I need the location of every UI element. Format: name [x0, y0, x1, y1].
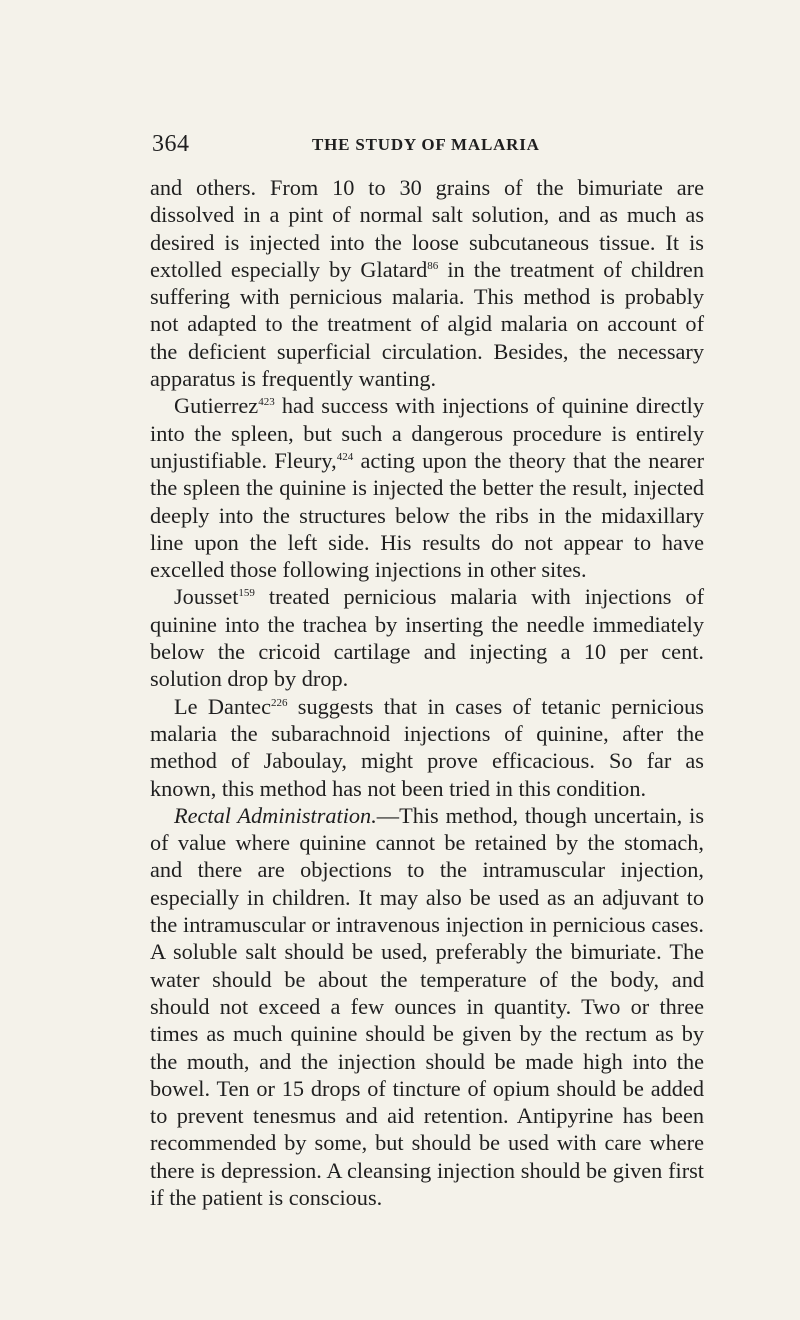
paragraph-text: and others. From 10 to 30 grains of the bimuriate are dissolved in a pint of normal salt solution, and as much as desired is injected into the loose subcutaneous tissue. It is extolled especially by Glatard	[150, 175, 704, 282]
paragraph-text: acting upon the theory that the nearer the spleen the quinine is injected the better the result, injected deeply into the structures below the ribs in the midaxillary line upon the left side. His results do not appear to have excelled those following injections in other sites.	[150, 447, 704, 583]
paragraph-text: Le Dantec	[174, 693, 271, 719]
paragraph-text: had success with injections of quinine directly into the spleen, but such a dangerous procedure is entirely unjustifiable. Fleury,	[150, 393, 704, 473]
running-title: THE STUDY OF MALARIA	[312, 135, 540, 154]
body-text	[150, 174, 704, 1211]
paragraph-rectal-administration	[150, 802, 704, 1211]
paragraph-subarachnoid	[150, 693, 704, 802]
paragraph-text: suggests that in cases of tetanic pernicious malaria the subarachnoid injections of quinine, after the method of Jaboulay, might prove efficacious. So far as known, this method has not been tried in this condition.	[150, 693, 704, 801]
page-number: 364	[152, 131, 190, 157]
paragraph-text: —This method, though uncertain, is of value where quinine cannot be retained by the stomach, and there are objections to the intramuscular injection, especially in children. It may also be used as an adjuvant to the intramuscular or intravenous injection in pernicious cases. A soluble salt should be used, preferably the bimuriate. The water should be about the temperature of the body, and should not exceed a few ounces in quantity. Two or three times as much quinine should be given by the rectum as by the mouth, and the injection should be made high into the bowel. Ten or 15 drops of tincture of opium should be added to prevent tenesmus and aid retention. Antipyrine has been recommended by some, but should be used with care where there is depression. A cleansing injection should be given first if the patient is conscious.	[150, 802, 704, 1210]
reference-number: 423	[258, 396, 275, 409]
page-header	[152, 131, 712, 161]
paragraph-text: Jousset	[174, 584, 239, 610]
paragraph-trachea-injection	[150, 583, 704, 692]
reference-number: 424	[336, 450, 354, 463]
paragraph-text: in the treatment of children suffering with pernicious malaria. This method is probably not adapted to the treatment of algid malaria on account of the deficient superficial circulation. Besides, the necessary apparatus is frequently wanting.	[150, 256, 704, 392]
reference-number: 226	[270, 696, 288, 709]
reference-number: 86	[427, 259, 439, 272]
paragraph-spleen-injection	[150, 392, 704, 583]
paragraph-text: treated pernicious malaria with injections of quinine into the trachea by inserting the needle immediately below the cricoid cartilage and injecting a 10 per cent. solution drop by drop.	[150, 584, 704, 692]
paragraph-text: Gutierrez	[174, 393, 259, 419]
reference-number: 159	[238, 587, 255, 600]
section-heading: Rectal Administration.	[174, 802, 377, 828]
paragraph-subcutaneous	[150, 174, 704, 392]
